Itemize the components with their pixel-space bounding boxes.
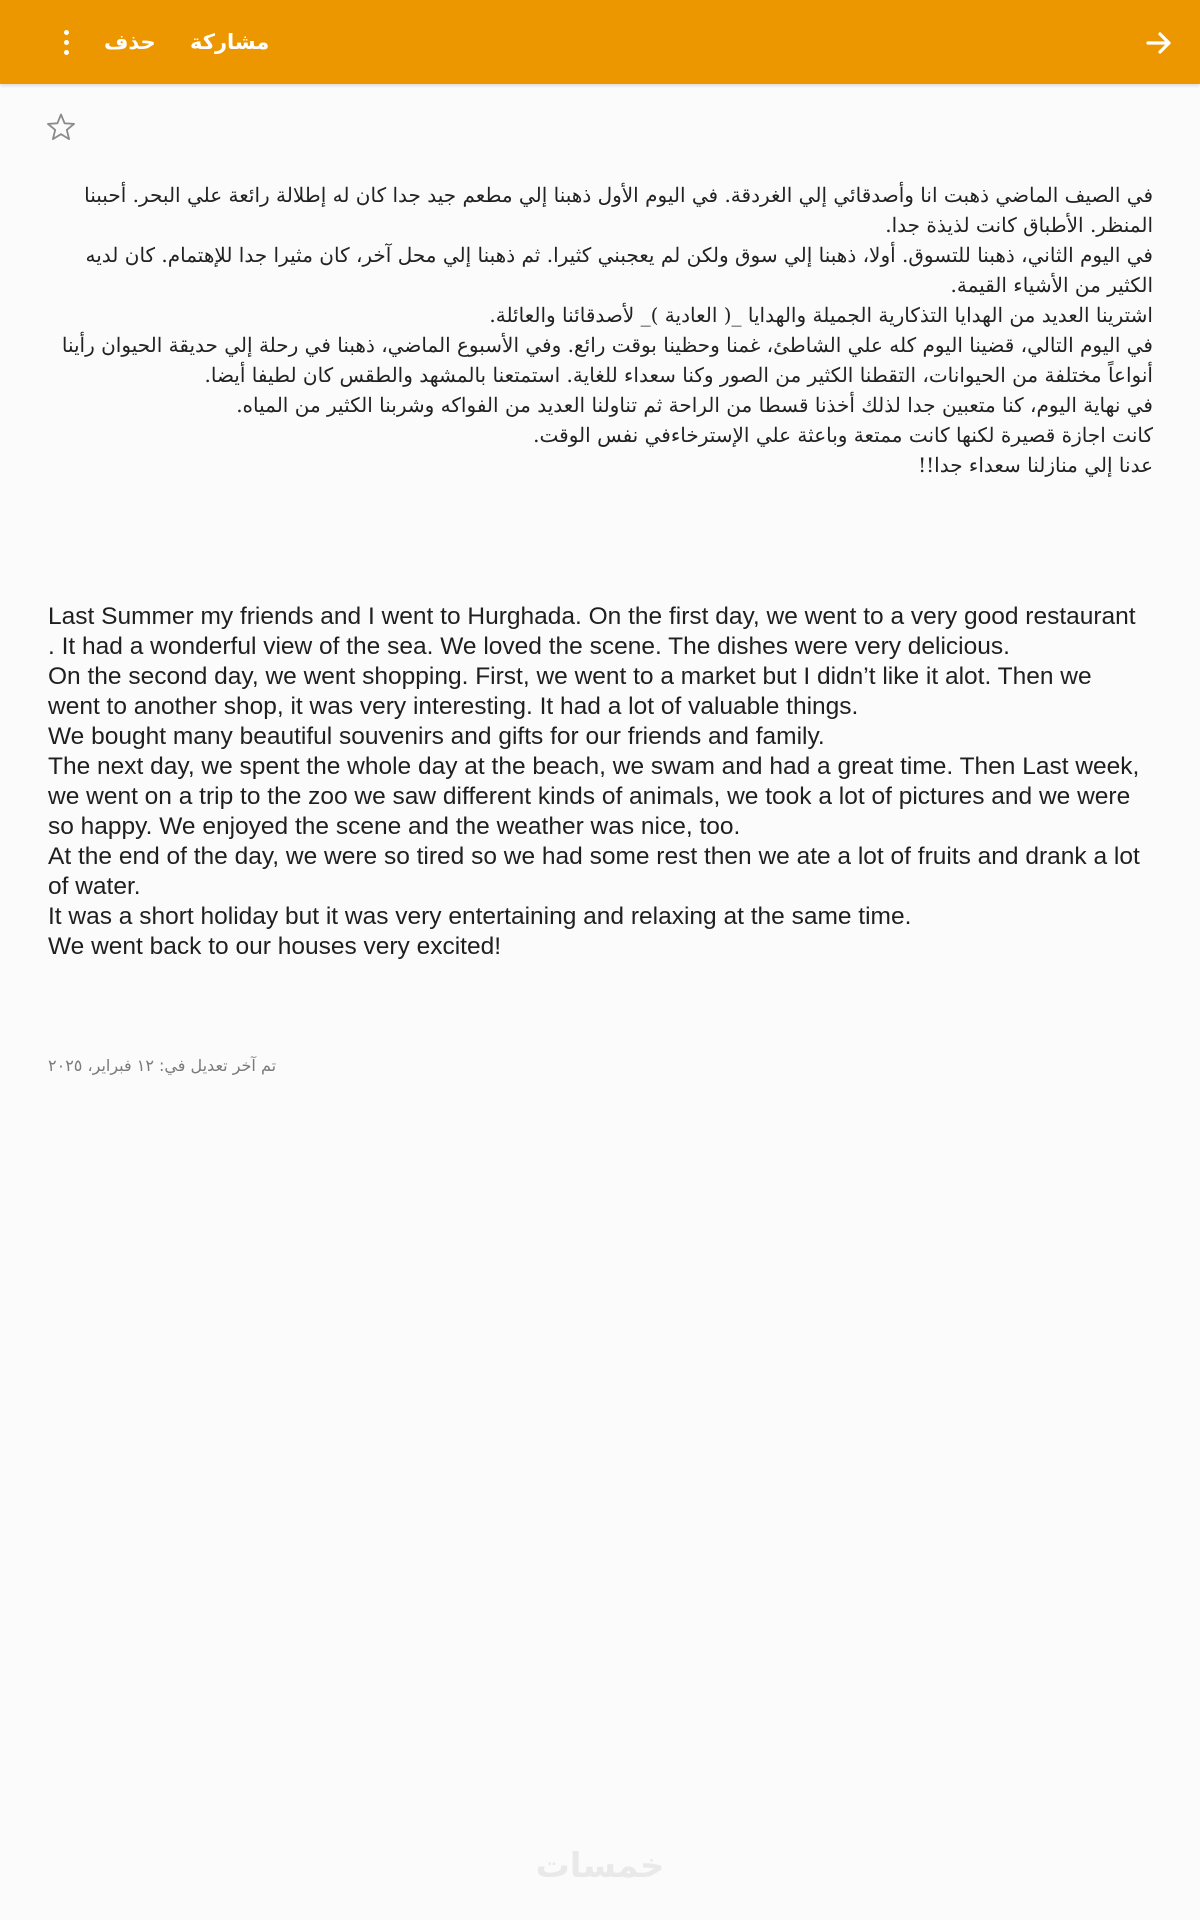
english-paragraph: Last Summer my friends and I went to Hurghada. On the first day, we went to a very good restaurant . It had a wonderful view of the sea. We loved the scene. The dishes were very delicious. — [48, 603, 1136, 660]
favorite-star-button[interactable] — [44, 111, 78, 145]
arabic-paragraph: في نهاية اليوم، كنا متعبين جدا لذلك أخذنا قسطا من الراحة ثم تناولنا العديد من الفواكه وشربنا الكثير من المياه. — [236, 393, 1153, 417]
last-modified-label: تم آخر تعديل في: ١٢ فبراير، ٢٠٢٥ — [48, 1056, 277, 1075]
watermark-logo: خمسات — [535, 1846, 665, 1886]
arabic-paragraph: في الصيف الماضي ذهبت انا وأصدقائي إلي الغردقة. في اليوم الأول ذهبنا إلي مطعم جيد جدا كان له إطلالة رائعة علي البحر. أحببنا المنظر. الأطباق كانت لذيذة جدا. — [84, 183, 1153, 237]
english-paragraph: We went back to our houses very excited! — [48, 933, 502, 960]
more-vertical-icon — [64, 30, 69, 35]
english-paragraph: We bought many beautiful souvenirs and gifts for our friends and family. — [48, 723, 825, 750]
note-arabic-text[interactable] — [48, 180, 1153, 480]
english-paragraph: It was a short holiday but it was very entertaining and relaxing at the same time. — [48, 903, 912, 930]
arabic-paragraph: اشترينا العديد من الهدايا التذكارية الجميلة والهدايا _( العادية )_ لأصدقائنا والعائلة. — [489, 303, 1153, 327]
arabic-paragraph: في اليوم التالي، قضينا اليوم كله علي الشاطئ، غمنا وحظينا بوقت رائع. وفي الأسبوع الماضي، ذهبنا في رحلة إلي حديقة الحيوان رأينا أنواعاً مختلفة من الحيوانات، التقطنا الكثير من الصور وكنا سعداء للغاية. استمتعنا بالمشهد والطقس كان لطيفا أيضا. — [61, 333, 1153, 387]
back-button[interactable] — [1138, 22, 1180, 64]
english-paragraph: On the second day, we went shopping. First, we went to a market but I didn’t like it alot. Then we went to another shop, it was very interesting. It had a lot of valuable things. — [48, 663, 1092, 720]
arabic-paragraph: عدنا إلي منازلنا سعداء جدا!! — [918, 453, 1153, 477]
top-toolbar — [0, 0, 1200, 84]
more-options-button[interactable] — [48, 22, 84, 62]
share-button[interactable]: مشاركة — [190, 30, 270, 54]
delete-button[interactable]: حذف — [104, 30, 156, 54]
star-outline-icon — [44, 111, 78, 145]
arabic-paragraph: في اليوم الثاني، ذهبنا للتسوق. أولا، ذهبنا إلي سوق ولكن لم يعجبني كثيرا. ثم ذهبنا إلي محل آخر، كان مثيرا جدا للإهتمام. كان لديه الكثير من الأشياء القيمة. — [85, 243, 1153, 297]
arabic-paragraph: كانت اجازة قصيرة لكنها كانت ممتعة وباعثة علي الإسترخاءفي نفس الوقت. — [533, 423, 1153, 447]
english-paragraph: At the end of the day, we were so tired so we had some rest then we ate a lot of fruits and drank a lot of water. — [48, 843, 1140, 900]
english-paragraph: The next day, we spent the whole day at the beach, we swam and had a great time. Then Last week, we went on a trip to the zoo we saw different kinds of animals, we took a lot of pictures and we were so happy. We enjoyed the scene and the weather was nice, too. — [48, 753, 1140, 840]
arrow-right-icon — [1138, 22, 1180, 64]
note-english-text[interactable] — [48, 602, 1148, 962]
